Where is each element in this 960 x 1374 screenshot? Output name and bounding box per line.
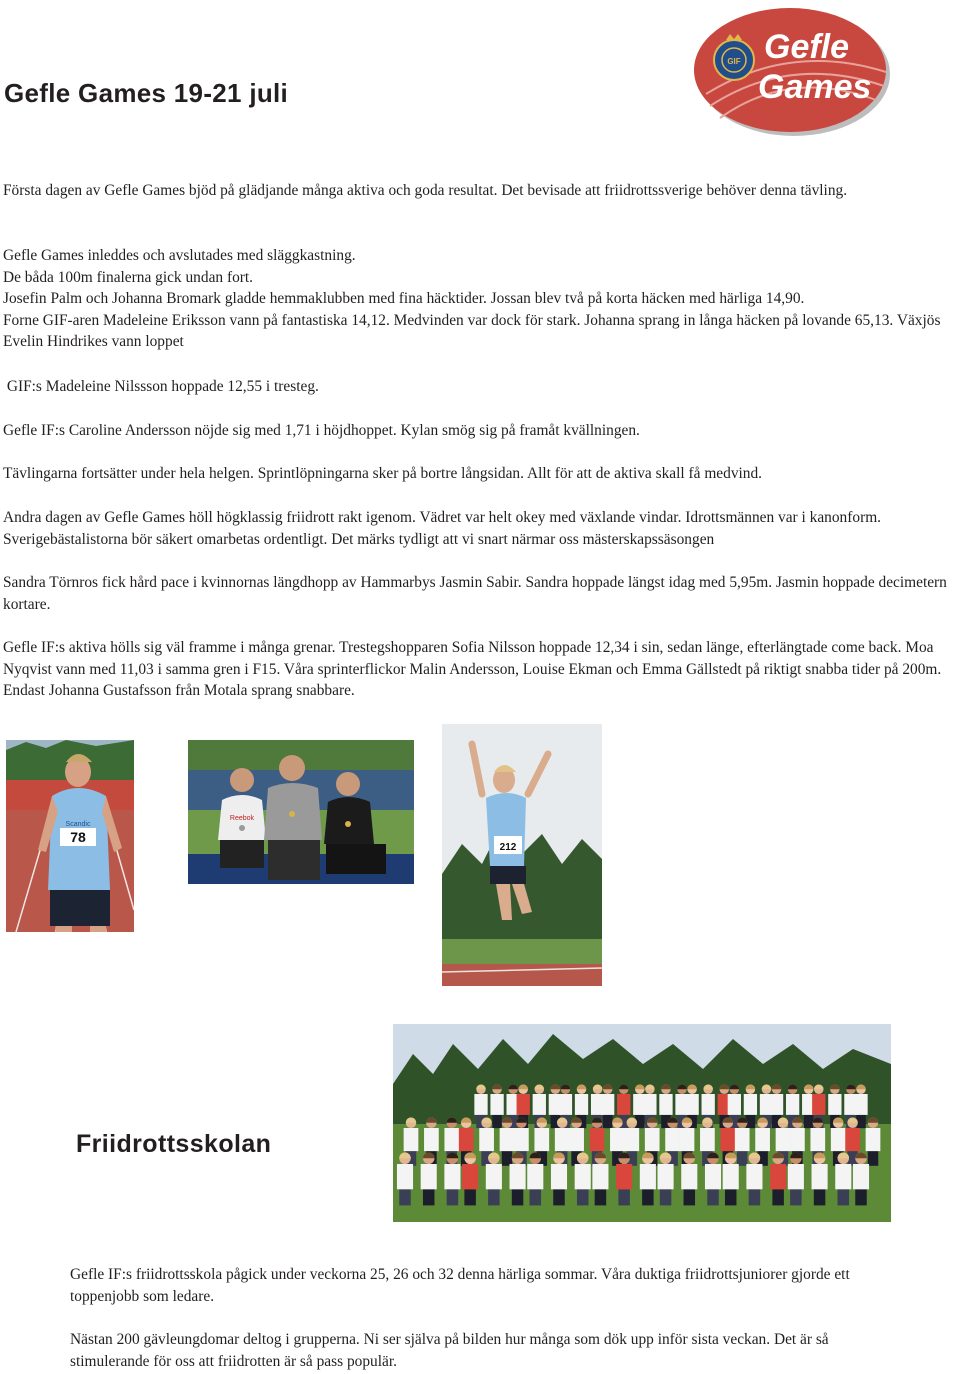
paragraph-text: Sandra Törnros fick hård pace i kvinnornas längdhopp av Hammarbys Jasmin Sabir. Sandra hoppade längst idag med 5,95m. Jasmin hoppade decimetern kortare. [3,574,947,613]
paragraph-triple-jump [3,376,958,398]
paragraph-day-two [3,507,958,550]
paragraph-weekend [3,463,958,485]
section-heading: Friidrottsskolan [76,1130,272,1158]
paragraph-text: GIF:s Madeleine Nilssson hoppade 12,55 i tresteg. [3,378,319,395]
paragraph-school-weeks [70,1264,850,1307]
paragraph-text: Gefle IF:s friidrottsskola pågick under veckorna 25, 26 och 32 denna härliga sommar. Våra duktiga friidrottsjuniorer gjorde ett toppenjobb som ledare. [70,1266,850,1305]
article-results-block [3,245,958,353]
paragraph-long-jump [3,572,958,615]
paragraph-text: Nästan 200 gävleungdomar deltog i grupperna. Ni ser själva på bilden hur många som dök upp inför sista veckan. Det är så stimulerande för oss att friidrotten är så pass populär. [70,1331,829,1370]
paragraph-text: Gefle IF:s Caroline Andersson nöjde sig med 1,71 i höjdhoppet. Kylan smög sig på framåt kvällningen. [3,422,640,439]
photo-athletics-school-group [393,1024,891,1222]
svg-text:Gefle: Gefle [764,28,850,66]
gefle-games-logo [690,2,894,142]
svg-text:Games: Games [758,68,872,106]
photo-long-jumper [442,724,602,986]
paragraph-day-one: Första dagen av Gefle Games bjöd på glädjande många aktiva och goda resultat. Det bevisade att friidrottssverige behöver denna tävling. [3,182,848,199]
paragraph-line: Forne GIF-aren Madeleine Eriksson vann på fantastiska 14,12. Medvinden var dock för stark. Johanna sprang in långa häcken på lovande 65,13. Växjös Evelin Hindrikes vann loppet [3,311,941,351]
paragraph-text: Gefle IF:s aktiva hölls sig väl framme i många grenar. Trestegshopparen Sofia Nilsson hoppade 12,34 i sin, sedan länge, efterlängtade come back. Moa Nyqvist vann med 11,03 i samma gren i F15. Våra sprinterflickor Malin Andersson, Louise Ekman och Emma Gällstedt på riktigt snabba tider på 200m. Endast Johanna Gustafsson från Motala sprang snabbare. [3,639,942,700]
paragraph-line: Josefin Palm och Johanna Bromark gladde hemmaklubben med fina häcktider. Jossan blev två på korta häcken med härliga 14,90. [3,290,805,308]
svg-text:Reebok: Reebok [229,815,255,822]
svg-text:212: 212 [499,842,517,853]
photo-runner [6,740,134,932]
paragraph-text: Tävlingarna fortsätter under hela helgen. Sprintlöpningarna sker på bortre långsidan. Allt för att de aktiva skall få medvind. [3,465,763,482]
paragraph-line: Gefle Games inleddes och avslutades med släggkastning. [3,247,356,264]
svg-text:Scandic: Scandic [65,821,91,828]
paragraph-high-jump [3,420,958,442]
svg-text:GIF: GIF [727,57,741,66]
paragraph-text: Andra dagen av Gefle Games höll högklassig friidrott rakt igenom. Vädret var helt okey med växlande vindar. Idrottsmännen var i kanonform. Sverigebästalistorna bör säkert omarbetas ordentligt. Det märks tydligt att vi snart närmar oss mästerskapssäsongen [3,509,882,548]
paragraph-gefle-if [3,637,958,702]
paragraph-school-participants [70,1329,850,1372]
paragraph-line: De båda 100m finalerna gick undan fort. [3,268,254,286]
page-title: Gefle Games 19-21 juli [4,78,289,108]
svg-text:78: 78 [70,829,86,845]
photo-medalists [188,740,414,884]
article-body [3,180,958,202]
